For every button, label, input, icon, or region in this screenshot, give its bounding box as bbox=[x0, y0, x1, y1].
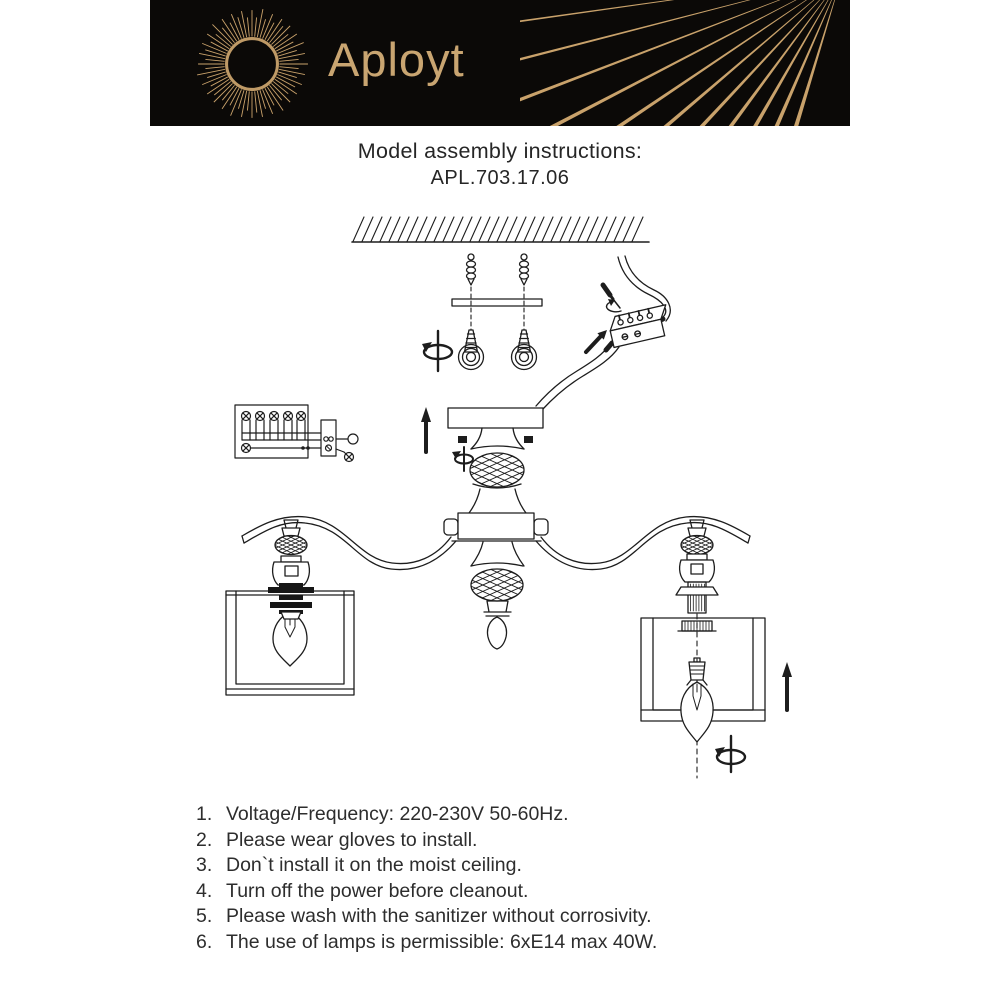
instruction-list bbox=[196, 802, 856, 955]
up-arrow-icon bbox=[421, 407, 431, 452]
crystal-column bbox=[469, 424, 526, 516]
up-arrow-icon bbox=[782, 662, 792, 710]
item-number: 1. bbox=[196, 803, 213, 825]
list-item bbox=[196, 853, 856, 879]
item-text: Please wash with the sanitizer without corrosivity. bbox=[226, 905, 652, 927]
screwdriver-icon bbox=[603, 285, 621, 312]
mounting-bar bbox=[452, 299, 542, 306]
finial bbox=[487, 617, 506, 649]
item-text: Please wear gloves to install. bbox=[226, 828, 478, 851]
item-text: The use of lamps is permissible: 6xE14 max 40W. bbox=[226, 930, 658, 953]
ceiling bbox=[352, 217, 649, 242]
anchors-and-screws bbox=[452, 254, 542, 370]
item-number: 6. bbox=[196, 930, 213, 953]
left-lamp bbox=[226, 519, 354, 695]
rotate-icon bbox=[715, 736, 745, 772]
item-text: Turn off the power before cleanout. bbox=[226, 879, 529, 902]
brand-wordmark: Aployt bbox=[328, 33, 465, 86]
ceiling-canopy bbox=[448, 408, 543, 471]
item-number: 5. bbox=[196, 905, 213, 927]
socket-ring bbox=[678, 621, 716, 631]
candle-bulb bbox=[273, 612, 307, 666]
central-hub bbox=[444, 513, 548, 649]
model-number: APL.703.17.06 bbox=[430, 167, 570, 189]
arrow-to-block-icon bbox=[586, 330, 607, 352]
list-item bbox=[196, 828, 856, 854]
wiring-diagram bbox=[235, 405, 358, 462]
corner-rays-decor bbox=[520, 0, 850, 126]
sunburst-logo-icon bbox=[194, 6, 310, 122]
right-lamp bbox=[641, 519, 792, 778]
item-number: 4. bbox=[196, 879, 213, 902]
candle-bulb bbox=[681, 658, 713, 742]
list-item bbox=[196, 802, 856, 828]
page-title: Model assembly instructions: bbox=[357, 139, 643, 163]
item-number: 3. bbox=[196, 854, 213, 876]
item-number: 2. bbox=[196, 828, 213, 851]
item-text: Don`t install it on the moist ceiling. bbox=[226, 854, 522, 876]
brand-banner bbox=[150, 0, 850, 126]
rotate-icon bbox=[422, 331, 452, 371]
list-item bbox=[196, 930, 856, 956]
assembly-diagram bbox=[150, 195, 850, 795]
item-text: Voltage/Frequency: 220-230V 50-60Hz. bbox=[226, 803, 569, 825]
list-item bbox=[196, 879, 856, 905]
list-item bbox=[196, 904, 856, 930]
heading-block bbox=[0, 138, 1000, 191]
